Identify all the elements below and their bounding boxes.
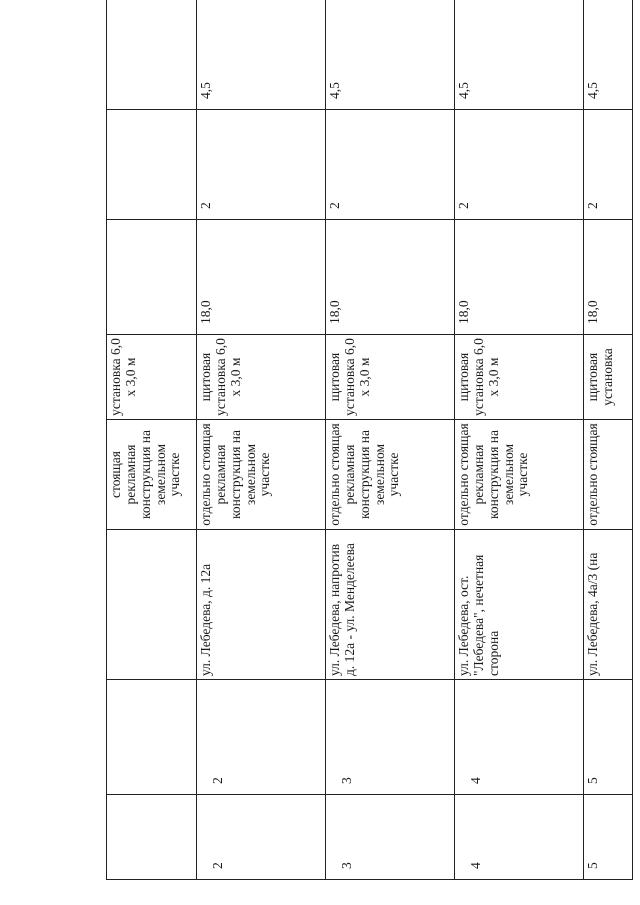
cell-construction-type: стоящая рекламная конструкция на земельном участке <box>107 420 197 530</box>
cell-sides: 2 <box>197 110 326 220</box>
rotated-table-wrapper <box>106 35 615 880</box>
cell-sides: 2 <box>584 110 633 220</box>
cell-installation: щитовая установка 6,0 х 3,0 м <box>197 335 326 420</box>
cell-area <box>107 220 197 335</box>
cell-number <box>107 680 197 795</box>
cell-number: 3 <box>326 680 455 795</box>
cell-construction-type: отдельно стоящая рекламная конструкция на земельном участке <box>455 420 584 530</box>
cell-height <box>107 0 197 110</box>
cell-number: 5 <box>584 680 633 795</box>
cell-address: ул. Лебедева, напротив д. 12а - ул. Менделеева <box>326 530 455 680</box>
cell-index: 4 <box>455 795 584 880</box>
cell-address: ул. Лебедева, ост. "Лебедева", нечетная сторона <box>455 530 584 680</box>
cell-area: 18,0 <box>584 220 633 335</box>
cell-installation: щитовая установка 6,0 х 3,0 м <box>326 335 455 420</box>
cell-construction-type: отдельно стоящая рекламная конструкция на земельном участке <box>197 420 326 530</box>
cell-area: 18,0 <box>455 220 584 335</box>
table-row <box>197 0 326 880</box>
cell-installation: щитовая установка 6,0 х 3,0 м <box>455 335 584 420</box>
cell-address <box>107 530 197 680</box>
cell-sides: 2 <box>455 110 584 220</box>
cell-height: 4,5 <box>584 0 633 110</box>
cell-address: ул. Лебедева, 4а/3 (на <box>584 530 633 680</box>
table-row <box>584 0 633 880</box>
cell-index: 2 <box>197 795 326 880</box>
table-row <box>326 0 455 880</box>
table-row <box>455 0 584 880</box>
cell-sides: 2 <box>326 110 455 220</box>
cell-number: 2 <box>197 680 326 795</box>
cell-installation: щитовая установка <box>584 335 633 420</box>
cell-area: 18,0 <box>326 220 455 335</box>
cell-installation: установка 6,0 х 3,0 м <box>107 335 197 420</box>
cell-index <box>107 795 197 880</box>
cell-sides <box>107 110 197 220</box>
cell-area: 18,0 <box>197 220 326 335</box>
cell-height: 4,5 <box>455 0 584 110</box>
cell-height: 4,5 <box>197 0 326 110</box>
cell-construction-type: отдельно стоящая рекламная конструкция на земельном участке <box>326 420 455 530</box>
cell-height: 4,5 <box>326 0 455 110</box>
ads-table <box>106 35 615 880</box>
cell-construction-type: отдельно стоящая <box>584 420 633 530</box>
cell-number: 4 <box>455 680 584 795</box>
cell-index: 5 <box>584 795 633 880</box>
cell-address: ул. Лебедева, д. 12а <box>197 530 326 680</box>
cell-index: 3 <box>326 795 455 880</box>
table-row <box>107 0 197 880</box>
